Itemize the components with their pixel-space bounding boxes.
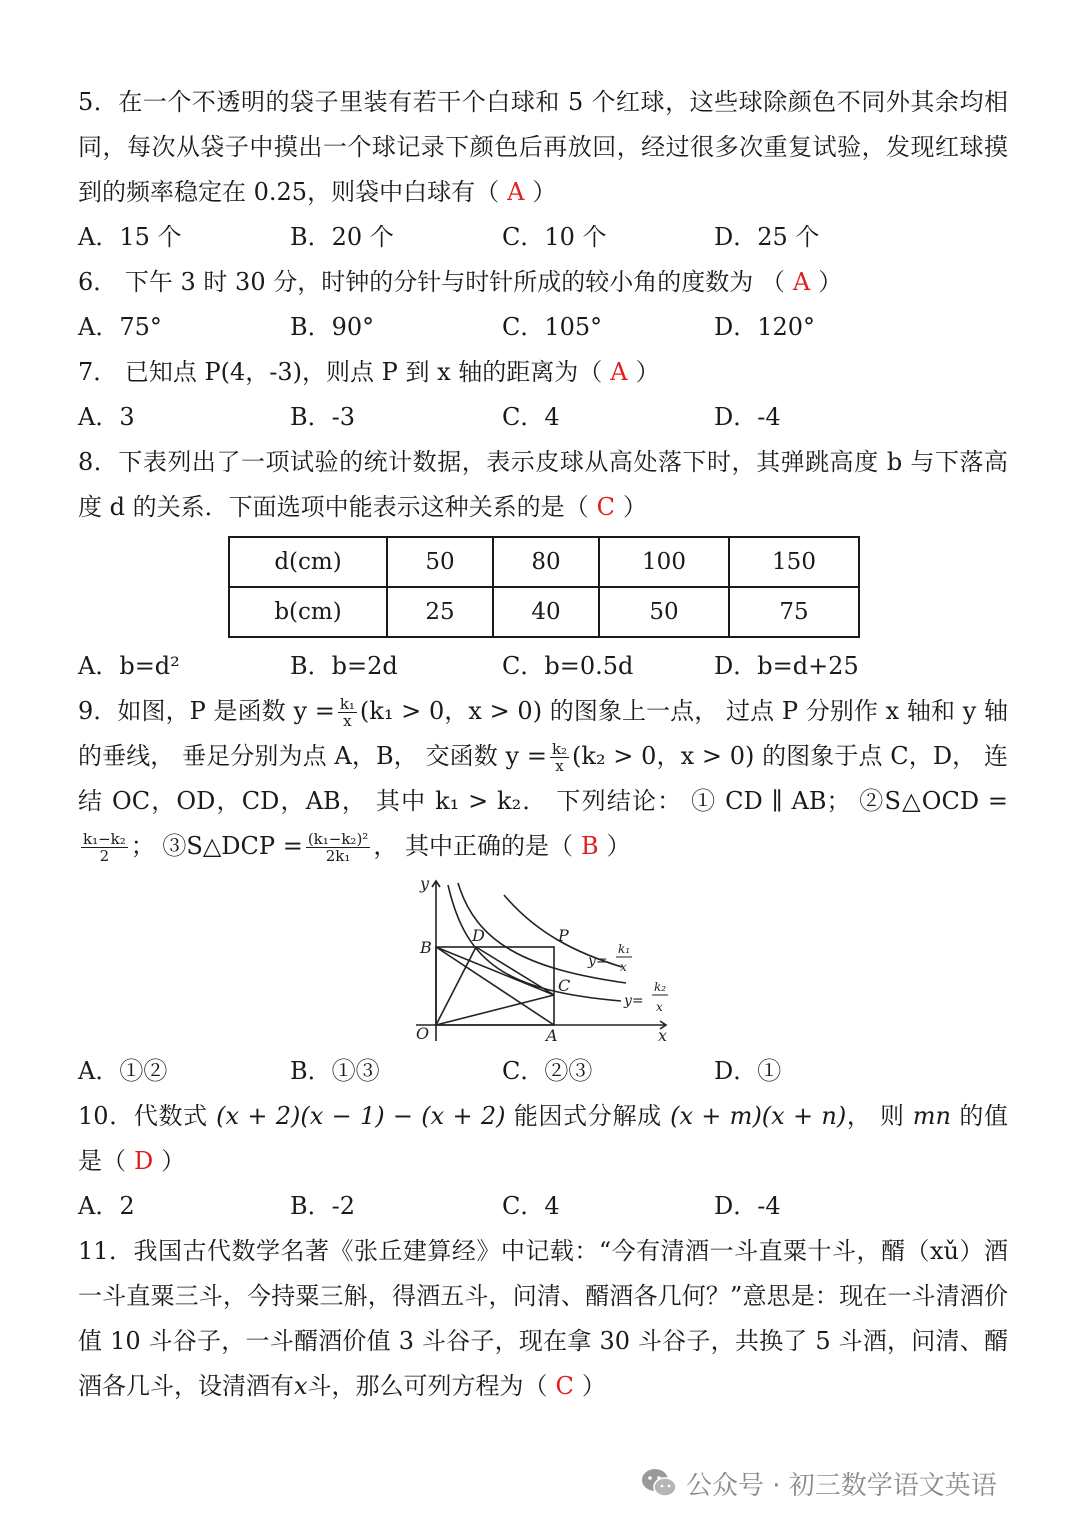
label-curve2: y=: [624, 993, 644, 1009]
exam-page: [78, 80, 1008, 1409]
label-curve1-num: k₁: [618, 942, 631, 956]
area-dcp-fraction: $\frac{\text{(k₁−k₂)²}}{\text{2k₁}}$: [307, 830, 369, 865]
option-c: C．105°: [502, 313, 603, 341]
segment-cd: [476, 947, 554, 995]
question-5-options: [78, 215, 1008, 260]
table-cell: 50: [599, 587, 729, 637]
option-d: D．25 个: [714, 223, 820, 251]
question-5-text: 5．在一个不透明的袋子里装有若干个白球和 5 个红球，这些球除颜色不同外其余均相同，每次从袋子中摸出一个球记录下颜色后再放回，经过很多次重复试验，发现红球摸到的频率稳定在 0.25，则袋中白球有（: [78, 88, 1008, 206]
option-a: A．2: [78, 1192, 135, 1220]
table-cell: d(cm): [229, 537, 387, 587]
option-c: C．b=0.5d: [502, 652, 634, 680]
option-c: C．②③: [502, 1057, 593, 1085]
question-9-options: [78, 1049, 1008, 1094]
question-6: 6． 下午 3 时 30 分，时钟的分针与时针所成的较小角的度数为 （ A ）: [78, 268, 843, 296]
question-9: 9．如图，P 是函数 y = $\frac{\text{k₁}}{x}$ (k₁ > 0，x > 0) 的图象上一点， 过点 P 分别作 x 轴和 y 轴的垂线， 垂足分别为点 A，B， 交函数 y = $\frac{\text{k₂}}{x}$ (k₂ > 0，x > 0) 的图象于点 C，D， 连结 OC，OD，CD，AB， 其中 k₁ > k₂． 下列结论： ① CD ∥ AB； ②S△OCD = $\frac{\text{k₁−k₂}}{2}$ ； ③S△DCP = $\frac{\text{(k₁−k₂)²}}{\text{2k₁}}$ ， 其中正确的是（ B ）: [78, 695, 1009, 865]
question-7-answer: A: [610, 358, 628, 386]
area-ocd-fraction: $\frac{\text{k₁−k₂}}{2}$: [83, 830, 126, 865]
table-cell: 40: [493, 587, 599, 637]
data-table: [228, 536, 860, 638]
option-b: B．20 个: [290, 223, 394, 251]
segment-bc: [436, 947, 554, 995]
option-a: A．b=d²: [78, 652, 180, 680]
label-c: C: [558, 976, 571, 995]
label-curve2-den: x: [656, 1000, 663, 1014]
label-p: P: [558, 926, 569, 945]
option-d: D．120°: [714, 313, 816, 341]
question-8-options: [78, 644, 1008, 689]
function-k1: y = $\frac{\text{k₁}}{x}$ (k₁ > 0，x > 0): [293, 695, 543, 730]
option-c: C．10 个: [502, 223, 607, 251]
question-6-answer: A: [792, 268, 811, 296]
label-x: x: [658, 1026, 668, 1043]
option-c: C．4: [502, 1192, 560, 1220]
question-11-text: 11．我国古代数学名著《张丘建算经》中记载：“今有清酒一斗直粟十斗，醑（xǔ）酒一斗直粟三斗，今持粟三斛，得酒五斗，问清、醑酒各几何？”意思是：现在一斗清酒价值 10 斗谷子，一斗醑酒价值 3 斗谷子，现在拿 30 斗谷子，共换了 5 斗酒，问清、醑酒各几斗，设清酒有: [78, 1237, 1008, 1400]
question-8-answer: C: [596, 493, 615, 521]
label-o: O: [416, 1024, 430, 1043]
table-cell: 100: [599, 537, 729, 587]
option-b: B．-3: [290, 403, 356, 431]
label-a: A: [546, 1026, 558, 1043]
option-b: B．b=2d: [290, 652, 398, 680]
option-b: B．-2: [290, 1192, 356, 1220]
question-11-answer: C: [555, 1372, 574, 1400]
question-10-options: [78, 1184, 1008, 1229]
option-a: A．3: [78, 403, 135, 431]
question-5-answer: A: [507, 178, 525, 206]
question-7-text: 7． 已知点 P(4，-3)，则点 P 到 x 轴的距离为（: [78, 358, 603, 386]
question-10: 10．代数式 (x + 2)(x − 1) − (x + 2) 能因式分解成 (x + m)(x + n)， 则 mn 的值是（ D ）: [78, 1102, 1008, 1175]
question-6-options: [78, 305, 1008, 350]
table-cell: 75: [729, 587, 859, 637]
option-a: A．①②: [78, 1057, 168, 1085]
label-curve2-num: k₂: [654, 980, 667, 994]
option-a: A．15 个: [78, 223, 182, 251]
question-9-answer: B: [580, 832, 599, 860]
function-graph-figure: [396, 873, 686, 1043]
table-row: [229, 587, 859, 637]
question-7: 7． 已知点 P(4，-3)，则点 P 到 x 轴的距离为（ A ）: [78, 358, 660, 386]
label-curve1-den: x: [620, 960, 627, 974]
table-cell: 150: [729, 537, 859, 587]
option-b: B．90°: [290, 313, 375, 341]
option-d: D．b=d+25: [714, 652, 859, 680]
table-row: [229, 537, 859, 587]
question-6-text: 6． 下午 3 时 30 分，时钟的分针与时针所成的较小角的度数为 （: [78, 268, 785, 296]
option-d: D．-4: [714, 403, 781, 431]
option-a: A．75°: [78, 313, 162, 341]
table-cell: 25: [387, 587, 493, 637]
watermark: [640, 1456, 997, 1510]
label-y: y: [420, 874, 430, 893]
question-8: 8．下表列出了一项试验的统计数据，表示皮球从高处落下时，其弹跳高度 b 与下落高度 d 的关系．下面选项中能表示这种关系的是（ C ）: [78, 448, 1008, 521]
question-11: 11．我国古代数学名著《张丘建算经》中记载：“今有清酒一斗直粟十斗，醑（xǔ）酒一斗直粟三斗，今持粟三斛，得酒五斗，问清、醑酒各几何？”意思是：现在一斗清酒价值 10 斗谷子，一斗醑酒价值 3 斗谷子，现在拿 30 斗谷子，共换了 5 斗酒，问清、醑酒各几斗，设清酒有x斗，那么可列方程为（ C ）: [78, 1237, 1008, 1400]
wechat-icon: [640, 1467, 678, 1499]
option-b: B．①③: [290, 1057, 380, 1085]
label-curve1: y=: [588, 953, 608, 969]
question-7-options: [78, 395, 1008, 440]
label-d: D: [472, 926, 485, 945]
question-5: 5．在一个不透明的袋子里装有若干个白球和 5 个红球，这些球除颜色不同外其余均相同，每次从袋子中摸出一个球记录下颜色后再放回，经过很多次重复试验，发现红球摸到的频率稳定在 0.25，则袋中白球有（ A ）: [78, 88, 1008, 206]
watermark-text: 公众号 · 初三数学语文英语: [686, 1470, 997, 1501]
option-d: D．-4: [714, 1192, 781, 1220]
option-c: C．4: [502, 403, 560, 431]
function-k2: y = $\frac{\text{k₂}}{x}$ (k₂ > 0，x > 0): [505, 740, 755, 775]
table-cell: 80: [493, 537, 599, 587]
table-cell: 50: [387, 537, 493, 587]
question-10-answer: D: [134, 1147, 154, 1175]
option-d: D．①: [714, 1057, 782, 1085]
segment-od: [436, 947, 476, 1025]
label-b: B: [420, 938, 432, 957]
segment-oc: [436, 995, 554, 1025]
table-cell: b(cm): [229, 587, 387, 637]
question-8-text: 8．下表列出了一项试验的统计数据，表示皮球从高处落下时，其弹跳高度 b 与下落高度 d 的关系．下面选项中能表示这种关系的是（: [78, 448, 1008, 521]
